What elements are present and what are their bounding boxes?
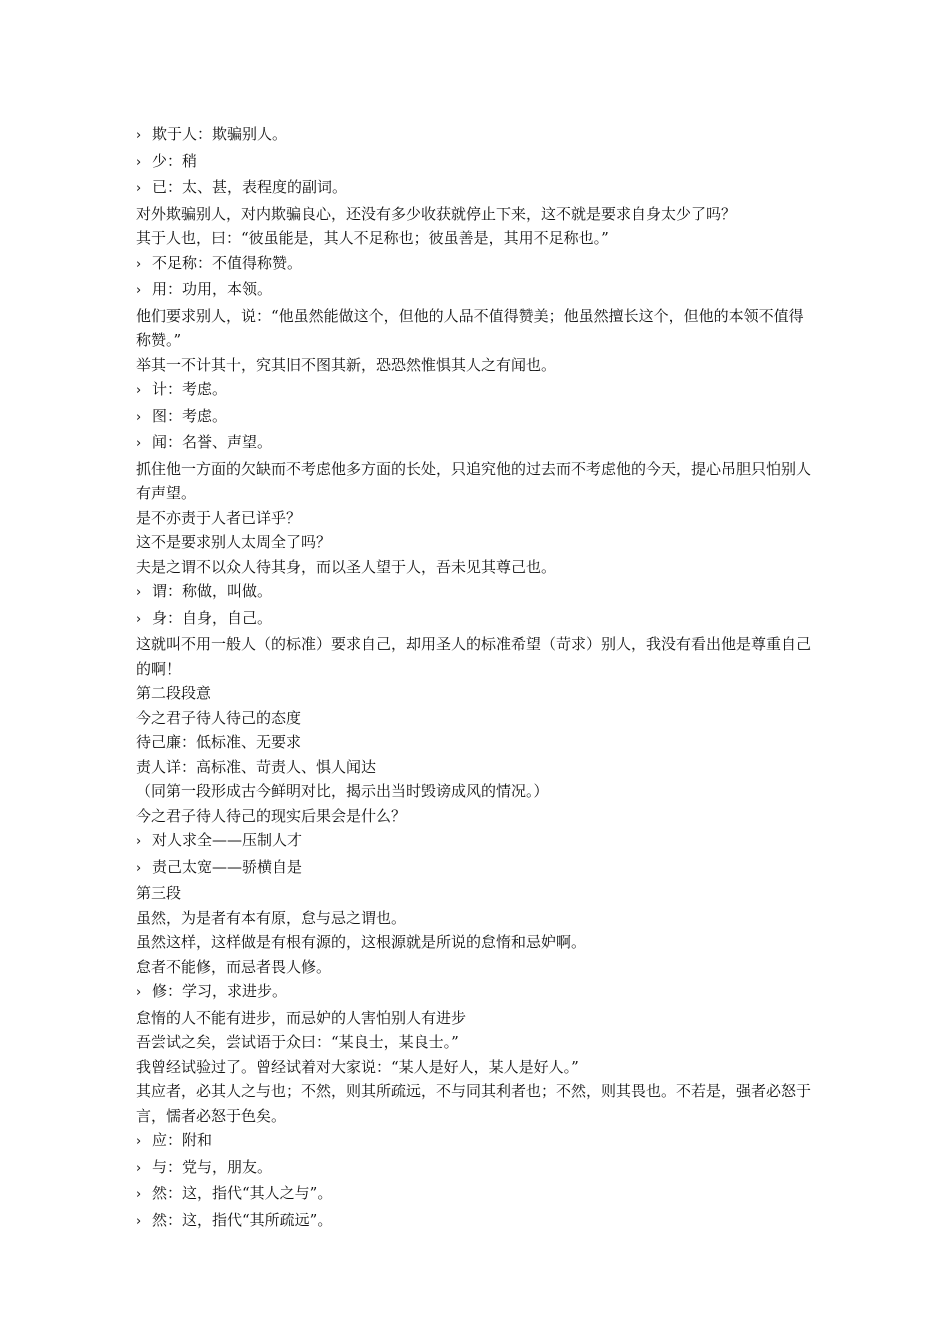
line-text: 怠者不能修，而忌者畏人修。 — [136, 957, 332, 976]
line-text: 我曾经试验过了。曾经试着对大家说：“某人是好人，某人是好人。” — [136, 1057, 579, 1076]
line-text: 不足称：不值得称赞。 — [152, 253, 303, 272]
bullet-marker-icon: › — [136, 436, 142, 451]
line-text: 这不是要求别人太周全了吗？ — [136, 533, 332, 551]
bullet-line — [136, 1155, 816, 1182]
bullet-marker-icon: › — [136, 985, 142, 1000]
text-paragraph — [136, 353, 816, 378]
bullet-marker-icon: › — [136, 585, 142, 600]
bullet-marker-icon: › — [136, 1134, 142, 1149]
line-text: 对人求全——压制人才 — [152, 831, 303, 849]
text-paragraph — [136, 506, 816, 531]
text-paragraph — [136, 955, 816, 980]
text-paragraph — [136, 730, 816, 755]
line-text: 第三段 — [136, 884, 182, 902]
bullet-line — [136, 1208, 816, 1235]
line-text: 今之君子待人待己的态度 — [136, 708, 302, 727]
text-paragraph — [136, 226, 816, 251]
line-text: 责己太宽——骄横自是 — [152, 857, 303, 876]
bullet-line — [136, 828, 816, 855]
bullet-line — [136, 430, 816, 457]
line-text: 虽然这样，这样做是有根有源的，这根源就是所说的怠惰和忌妒啊。 — [136, 933, 587, 951]
line-text: 夫是之谓不以众人待其身，而以圣人望于人，吾未见其尊己也。 — [136, 557, 557, 576]
text-paragraph — [136, 457, 816, 506]
bullet-marker-icon: › — [136, 383, 142, 398]
text-paragraph — [136, 881, 816, 906]
bullet-marker-icon: › — [136, 611, 142, 627]
text-paragraph — [136, 1079, 816, 1128]
line-text: 身：自身，自己。 — [152, 608, 273, 627]
line-text: 欺于人：欺骗别人。 — [152, 125, 288, 143]
line-text: 是不亦责于人者已详乎？ — [136, 508, 302, 527]
line-text: （同第一段形成古今鲜明对比，揭示出当时毁谤成风的情况。） — [136, 782, 549, 800]
line-text: 然：这，指代“其人之与”。 — [152, 1184, 333, 1202]
bullet-line — [136, 175, 816, 202]
text-paragraph — [136, 632, 816, 681]
bullet-line — [136, 979, 816, 1006]
line-text: 应：附和 — [152, 1131, 213, 1149]
line-text: 对外欺骗别人，对内欺骗良心，还没有多少收获就停止下来，这不就是要求自身太少了吗？ — [136, 204, 737, 223]
line-text: 虽然，为是者有本有原，怠与忌之谓也。 — [136, 908, 407, 927]
line-text: 计：考虑。 — [152, 380, 228, 398]
text-paragraph — [136, 530, 816, 555]
bullet-line — [136, 404, 816, 431]
bullet-marker-icon: › — [136, 128, 142, 143]
line-text: 少：稍 — [152, 151, 198, 170]
line-text: 用：功用，本领。 — [152, 280, 273, 298]
bullet-line — [136, 277, 816, 304]
text-paragraph — [136, 555, 816, 580]
bullet-marker-icon: › — [136, 181, 142, 196]
line-text: 责人详：高标准、苛责人、惧人闻达 — [136, 757, 377, 776]
text-paragraph — [136, 1055, 816, 1080]
line-text: 图：考虑。 — [152, 406, 228, 425]
text-paragraph — [136, 779, 816, 804]
bullet-marker-icon: › — [136, 409, 142, 425]
line-text: 第二段段意 — [136, 684, 212, 702]
bullet-marker-icon: › — [136, 834, 142, 849]
line-text: 待己廉：低标准、无要求 — [136, 733, 302, 751]
bullet-line — [136, 251, 816, 278]
bullet-line — [136, 1181, 816, 1208]
text-paragraph — [136, 681, 816, 706]
line-text: 吾尝试之矣，尝试语于众曰：“某良士，某良士。” — [136, 1033, 459, 1051]
text-paragraph — [136, 304, 816, 353]
line-text: 其于人也，曰：“彼虽能是，其人不足称也；彼虽善是，其用不足称也。” — [136, 229, 609, 247]
document-body — [136, 122, 816, 1234]
bullet-line — [136, 122, 816, 149]
text-paragraph — [136, 202, 816, 227]
bullet-marker-icon: › — [136, 283, 142, 298]
text-paragraph — [136, 755, 816, 780]
line-text: 闻：名誉、声望。 — [152, 433, 273, 451]
line-text: 抓住他一方面的欠缺而不考虑他多方面的长处，只追究他的过去而不考虑他的今天，提心吊胆只怕别人有声望。 — [136, 459, 812, 502]
text-paragraph — [136, 804, 816, 829]
bullet-marker-icon: › — [136, 154, 142, 170]
text-paragraph — [136, 706, 816, 731]
text-paragraph — [136, 1006, 816, 1031]
bullet-marker-icon: › — [136, 860, 142, 876]
bullet-line — [136, 606, 816, 633]
bullet-line — [136, 855, 816, 882]
text-paragraph — [136, 1030, 816, 1055]
bullet-marker-icon: › — [136, 1187, 142, 1202]
text-paragraph — [136, 930, 816, 955]
line-text: 他们要求别人，说：“他虽然能做这个，但他的人品不值得赞美；他虽然擅长这个，但他的本领不值得称赞。” — [136, 306, 804, 349]
line-text: 谓：称做，叫做。 — [152, 582, 273, 600]
bullet-marker-icon: › — [136, 1213, 142, 1229]
bullet-line — [136, 149, 816, 176]
line-text: 然：这，指代“其所疏远”。 — [152, 1210, 333, 1229]
bullet-marker-icon: › — [136, 256, 142, 272]
bullet-line — [136, 579, 816, 606]
line-text: 已：太、甚，表程度的副词。 — [152, 178, 348, 196]
line-text: 与：党与，朋友。 — [152, 1157, 273, 1176]
bullet-marker-icon: › — [136, 1160, 142, 1176]
line-text: 举其一不计其十，究其旧不图其新，恐恐然惟惧其人之有闻也。 — [136, 355, 557, 374]
line-text: 这就叫不用一般人（的标准）要求自己，却用圣人的标准希望（苛求）别人，我没有看出他是尊重自己的啊！ — [136, 635, 812, 678]
line-text: 今之君子待人待己的现实后果会是什么？ — [136, 806, 407, 825]
bullet-line — [136, 1128, 816, 1155]
bullet-line — [136, 377, 816, 404]
line-text: 修：学习，求进步。 — [152, 982, 288, 1000]
line-text: 怠惰的人不能有进步，而忌妒的人害怕别人有进步 — [136, 1008, 467, 1027]
line-text: 其应者，必其人之与也；不然，则其所疏远，不与同其利者也；不然，则其畏也。不若是，强者必怒于言，懦者必怒于色矣。 — [136, 1082, 812, 1125]
text-paragraph — [136, 906, 816, 931]
